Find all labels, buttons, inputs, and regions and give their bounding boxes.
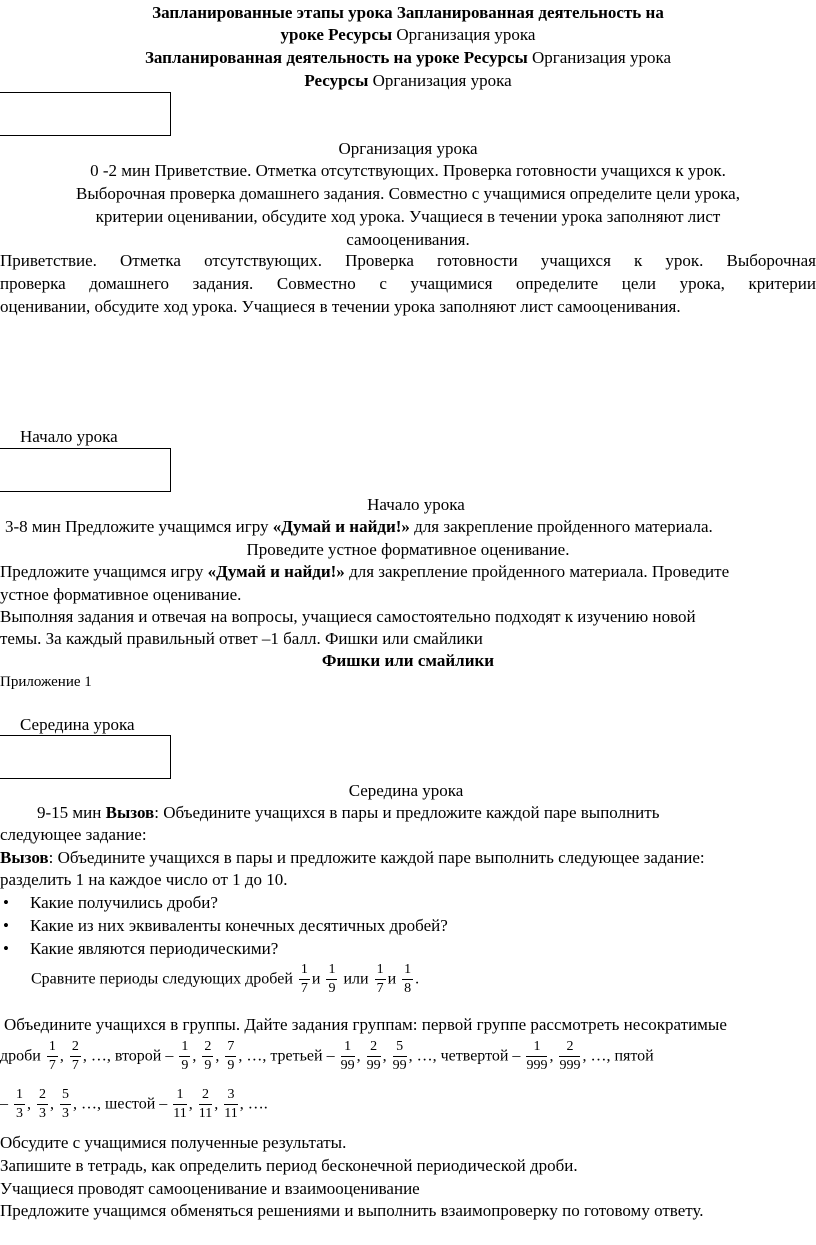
stage2-title-text: Начало урока (367, 495, 465, 514)
text: , …, четвертой – (408, 1047, 521, 1065)
stage2-para1 (0, 562, 729, 582)
fraction (224, 1088, 237, 1121)
text: 3-8 мин Предложите учащимся игру (5, 517, 273, 536)
fraction (37, 1088, 48, 1121)
stage3-para-line2: разделить 1 на каждое число от 1 до 10. (0, 870, 288, 889)
numerator: 5 (393, 1040, 407, 1057)
header-text: Ресурсы (304, 71, 369, 90)
list-item-text: Какие являются периодическими? (30, 939, 279, 958)
denominator: 9 (227, 1057, 235, 1073)
stage3-para (0, 848, 705, 868)
closing-line: Учащиеся проводят самооценивание и взаимооценивание (0, 1179, 420, 1198)
stage1-title: Организация урока (338, 139, 478, 158)
text: дроби (0, 1047, 41, 1065)
stage2-appendix: Приложение 1 (0, 674, 92, 690)
stage1-center-line: критерии оценивании, обсудите ход урока. Учащиеся в течении урока заполняют лист (95, 207, 721, 226)
fraction (14, 1088, 25, 1121)
fraction (559, 1040, 580, 1073)
denominator: 9 (328, 980, 336, 996)
fraction (526, 1040, 547, 1073)
stage1-para-line: Приветствие. Отметка отсутствующих. Проверка готовности учащихся к урок. Выборочная (0, 251, 816, 270)
stage2-title (0, 495, 816, 515)
list-item (0, 916, 800, 939)
numerator: 1 (375, 963, 386, 980)
numerator: 2 (37, 1088, 48, 1105)
fraction (225, 1040, 236, 1073)
denominator: 7 (376, 980, 384, 996)
numerator: 7 (225, 1040, 236, 1057)
numerator: 1 (299, 963, 310, 980)
text: – (0, 1095, 8, 1113)
stage1-center-line: самооценивания. (346, 230, 470, 249)
numerator: 1 (402, 963, 413, 980)
text: , …, второй – (82, 1047, 174, 1065)
denominator: 99 (366, 1057, 381, 1073)
question-list (0, 893, 800, 962)
text: : Объедините учащихся в пары и предложите каждой паре выполнить следующее задание: (48, 848, 705, 867)
header-line-3 (0, 48, 816, 68)
denominator: 3 (62, 1105, 69, 1121)
fraction (47, 1040, 58, 1073)
list-item (0, 939, 800, 962)
numerator: 1 (173, 1088, 186, 1105)
numerator: 2 (202, 1040, 213, 1057)
stage1-center-line: 0 -2 мин Приветствие. Отметка отсутствующих. Проверка готовности учащихся к урок. (90, 161, 726, 180)
conj: или (343, 970, 369, 988)
compare-text: Сравните периоды следующих дробей (31, 970, 293, 988)
denominator: 999 (526, 1057, 548, 1073)
denominator: 99 (392, 1057, 407, 1073)
fraction (299, 963, 310, 996)
stage3-title (0, 781, 816, 801)
closing-line: Предложите учащимся обменяться решениями и выполнить взаимопроверку по готовому ответу. (0, 1201, 704, 1220)
fraction (199, 1088, 212, 1121)
denominator: 8 (404, 980, 412, 996)
stage1-para-line: проверка домашнего задания. Совместно с учащимися определите цели урока, критерии (0, 274, 816, 293)
text: Предложите учащимся игру (0, 562, 208, 581)
fraction (173, 1088, 186, 1121)
fractions-row-1: дроби $\frac{1}{7}$ , $\frac{2}{7}$ , …, второй – $\frac{1}{9}$ , $\frac{2}{9}$ , $\frac{7}{9}$ , …, третьей – $\frac{1}{99}$ , $\frac{2}{99}$ , $\frac{5}{99}$ , …, четвертой – $\frac{1}{999}$ , $\frac{2}{999}$ , …, пятой (0, 1039, 654, 1073)
closing-line: Запишите в тетрадь, как определить период бесконечной периодической дроби. (0, 1156, 578, 1175)
denominator: 9 (204, 1057, 212, 1073)
text: , …, третьей – (238, 1047, 335, 1065)
denominator: 3 (16, 1105, 23, 1121)
stage2-para1-line2: устное формативное оценивание. (0, 585, 242, 604)
denominator: 11 (198, 1105, 213, 1121)
fraction (202, 1040, 213, 1073)
text: 9-15 мин (37, 803, 106, 822)
denominator: 7 (48, 1057, 56, 1073)
header-line-4 (0, 71, 816, 91)
header-text: Организация урока (396, 25, 536, 44)
stage3-label: Середина урока (20, 715, 135, 734)
header-text: Организация урока (531, 48, 672, 67)
stage1-center-line: Выборочная проверка домашнего задания. Совместно с учащимися определите цели урока, (76, 184, 740, 203)
stage-box-1 (0, 92, 171, 136)
stage-box-2 (0, 448, 171, 492)
header-text: уроке Ресурсы (280, 25, 393, 44)
header-text: Организация урока (372, 71, 512, 90)
fraction (341, 1040, 355, 1073)
compare-row: Сравните периоды следующих дробей $\frac{1}{7}$ и $\frac{1}{9}$ или $\frac{1}{7}$ и $\frac{1}{8}$ . (31, 962, 420, 996)
list-item-text: Какие из них эквиваленты конечных десятичных дробей? (30, 916, 448, 935)
fraction (60, 1088, 71, 1121)
conj: и (311, 970, 321, 988)
denominator: 999 (559, 1057, 581, 1073)
numerator: 3 (224, 1088, 237, 1105)
denominator: 7 (71, 1057, 79, 1073)
stage2-line2: Проведите устное формативное оценивание. (246, 540, 570, 559)
text: , …. (239, 1095, 268, 1113)
keyword: Вызов (0, 848, 49, 867)
stage3-title-text: Середина урока (348, 781, 464, 800)
numerator: 2 (199, 1088, 212, 1105)
groups-line: Объедините учащихся в группы. Дайте задания группам: первой группе рассмотреть несократимые (4, 1015, 727, 1034)
conj: и (387, 970, 397, 988)
text: : Объедините учащихся в пары и предложите каждой паре выполнить (154, 803, 660, 822)
stage2-para2-line1: Выполняя задания и отвечая на вопросы, учащиеся самостоятельно подходят к изучению новой (0, 607, 696, 626)
numerator: 2 (559, 1040, 580, 1057)
fraction (375, 963, 386, 996)
list-item (0, 893, 800, 916)
fraction (367, 1040, 381, 1073)
stage2-para2-line2: темы. За каждый правильный ответ –1 балл. Фишки или смайлики (0, 629, 483, 648)
text: , …, пятой (582, 1047, 654, 1065)
denominator: 3 (39, 1105, 46, 1121)
numerator: 1 (341, 1040, 355, 1057)
stage2-line1 (5, 517, 713, 537)
denominator: 11 (224, 1105, 238, 1121)
fraction (393, 1040, 407, 1073)
denominator: 7 (300, 980, 308, 996)
numerator: 1 (14, 1088, 25, 1105)
list-item-text: Какие получились дроби? (30, 893, 218, 912)
stage3-line1 (37, 803, 659, 823)
stage3-line2: следующее задание: (0, 825, 147, 844)
header-text: Запланированная деятельность на уроке Ресурсы (144, 48, 528, 67)
numerator: 1 (326, 963, 337, 980)
numerator: 1 (526, 1040, 547, 1057)
header-line-2 (0, 25, 816, 45)
numerator: 1 (179, 1040, 190, 1057)
closing-line: Обсудите с учащимися полученные результаты. (0, 1133, 347, 1152)
keyword: Вызов (105, 803, 155, 822)
fraction (402, 963, 413, 996)
fraction (179, 1040, 190, 1073)
stage1-para-line: оценивании, обсудите ход урока. Учащиеся в течении урока заполняют лист самооценивания. (0, 297, 681, 316)
text: для закрепление пройденного материала. (409, 517, 713, 536)
game-name: «Думай и найди!» (272, 517, 410, 536)
denominator: 9 (181, 1057, 189, 1073)
numerator: 2 (367, 1040, 381, 1057)
stage2-label: Начало урока (20, 427, 118, 446)
text: , …, шестой – (73, 1095, 168, 1113)
game-name: «Думай и найди!» (207, 562, 345, 581)
fraction (326, 963, 337, 996)
header-text: Запланированные этапы урока Запланированная деятельность на (152, 3, 664, 22)
denominator: 99 (340, 1057, 355, 1073)
fractions-row-2: – $\frac{1}{3}$ , $\frac{2}{3}$ , $\frac{5}{3}$ , …, шестой – $\frac{1}{11}$ , $\frac{2}{11}$ , $\frac{3}{11}$ , …. (0, 1087, 268, 1121)
numerator: 2 (70, 1040, 81, 1057)
numerator: 1 (47, 1040, 58, 1057)
text: для закрепление пройденного материала. Проведите (344, 562, 730, 581)
denominator: 11 (173, 1105, 187, 1121)
stage-box-3 (0, 735, 171, 779)
numerator: 5 (60, 1088, 71, 1105)
stage2-resource: Фишки или смайлики (321, 651, 495, 670)
fraction (70, 1040, 81, 1073)
header-line-1 (0, 3, 816, 23)
